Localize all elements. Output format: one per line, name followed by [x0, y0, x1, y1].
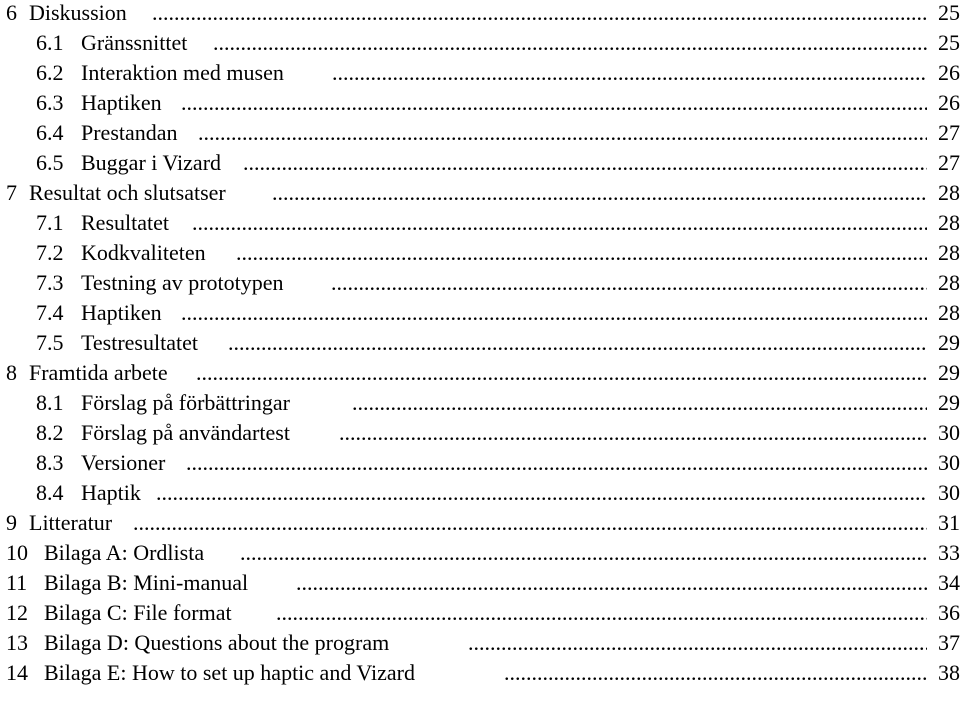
toc-entry[interactable]: [0, 298, 960, 328]
toc-entry-title: Förslag på användartest: [81, 420, 290, 445]
toc-entry-number: 7.1: [36, 210, 64, 235]
toc-entry-title: Bilaga B: Mini-manual: [44, 570, 249, 595]
toc-dot-leader: [133, 508, 927, 538]
toc-entry[interactable]: [0, 328, 960, 358]
toc-entry[interactable]: [0, 628, 960, 658]
toc-entry[interactable]: [0, 28, 960, 58]
toc-entry-title: Förslag på förbättringar: [81, 390, 290, 415]
toc-entry-title: Litteratur: [29, 510, 113, 535]
toc-entry-page: 25: [937, 0, 960, 28]
toc-entry[interactable]: [0, 238, 960, 268]
toc-dot-leader: [196, 358, 927, 388]
toc-entry[interactable]: [0, 538, 960, 568]
toc-entry-number: 8.1: [36, 390, 64, 415]
toc-entry-page: 29: [937, 328, 960, 358]
toc-entry[interactable]: [0, 658, 960, 688]
toc-entry-title: Prestandan: [81, 120, 178, 145]
toc-entry[interactable]: [0, 448, 960, 478]
toc-entry[interactable]: [0, 568, 960, 598]
toc-entry-page: 28: [937, 208, 960, 238]
toc-entry-title: Testresultatet: [81, 330, 198, 355]
toc-entry-number: 8: [6, 360, 17, 385]
toc-entry-number: 14: [6, 660, 28, 685]
toc-entry-number: 6.2: [36, 60, 64, 85]
toc-entry-page: 28: [937, 298, 960, 328]
toc-entry[interactable]: [0, 388, 960, 418]
toc-dot-leader: [192, 208, 927, 238]
toc-dot-leader: [236, 238, 927, 268]
toc-entry[interactable]: [0, 58, 960, 88]
toc-entry-title: Buggar i Vizard: [81, 150, 222, 175]
toc-dot-leader: [272, 178, 927, 208]
toc-entry[interactable]: [0, 178, 960, 208]
toc-entry-number: 11: [6, 570, 28, 595]
toc-entry-number: 8.3: [36, 450, 64, 475]
toc-entry-page: 30: [937, 478, 960, 508]
toc-entry-page: 30: [937, 448, 960, 478]
toc-entry-title: Kodkvaliteten: [81, 240, 206, 265]
toc-entry[interactable]: [0, 478, 960, 508]
toc-entry-title: Interaktion med musen: [81, 60, 284, 85]
toc-dot-leader: [468, 628, 927, 658]
toc-entry[interactable]: [0, 418, 960, 448]
toc-entry-number: 10: [6, 540, 28, 565]
toc-entry-title: Haptik: [81, 480, 141, 505]
toc-entry-page: 36: [937, 598, 960, 628]
toc-entry-page: 26: [937, 88, 960, 118]
toc-entry-title: Framtida arbete: [29, 360, 168, 385]
toc-dot-leader: [332, 58, 927, 88]
toc-entry-title: Bilaga C: File format: [44, 600, 232, 625]
toc-entry-page: 28: [937, 178, 960, 208]
toc-entry-number: 8.2: [36, 420, 64, 445]
toc-entry-page: 26: [937, 58, 960, 88]
toc-entry-page: 33: [937, 538, 960, 568]
toc-entry-page: 29: [937, 388, 960, 418]
toc-entry-page: 30: [937, 418, 960, 448]
toc-entry-number: 7.2: [36, 240, 64, 265]
toc-dot-leader: [186, 448, 927, 478]
toc-entry-page: 27: [937, 148, 960, 178]
toc-entry[interactable]: [0, 268, 960, 298]
toc-entry-title: Diskussion: [29, 0, 127, 25]
toc-entry-number: 9: [6, 510, 17, 535]
toc-dot-leader: [243, 148, 927, 178]
toc-entry[interactable]: [0, 598, 960, 628]
toc-entry[interactable]: [0, 208, 960, 238]
toc-entry-page: 27: [937, 118, 960, 148]
toc-entry[interactable]: [0, 0, 960, 28]
toc-dot-leader: [152, 0, 927, 28]
toc-entry-page: 38: [937, 658, 960, 688]
toc-dot-leader: [240, 538, 927, 568]
toc-entry-title: Resultat och slutsatser: [29, 180, 226, 205]
toc-dot-leader: [228, 328, 927, 358]
toc-entry-title: Resultatet: [81, 210, 169, 235]
toc-dot-leader: [339, 418, 927, 448]
toc-dot-leader: [213, 28, 927, 58]
toc-entry-number: 13: [6, 630, 28, 655]
toc-dot-leader: [352, 388, 927, 418]
toc-dot-leader: [198, 118, 927, 148]
toc-entry[interactable]: [0, 118, 960, 148]
toc-entry-number: 8.4: [36, 480, 64, 505]
toc-entry[interactable]: [0, 508, 960, 538]
toc-entry-title: Haptiken: [81, 90, 162, 115]
toc-entry-page: 25: [937, 28, 960, 58]
toc-entry-title: Haptiken: [81, 300, 162, 325]
toc-entry-number: 7: [6, 180, 17, 205]
toc-entry-title: Bilaga E: How to set up haptic and Vizard: [44, 660, 415, 685]
toc-entry-number: 6.5: [36, 150, 64, 175]
toc-entry-page: 37: [937, 628, 960, 658]
toc-entry-number: 7.5: [36, 330, 64, 355]
toc-entry-number: 6.4: [36, 120, 64, 145]
toc-entry-number: 7.4: [36, 300, 64, 325]
toc-entry[interactable]: [0, 88, 960, 118]
toc-entry-number: 6.3: [36, 90, 64, 115]
toc-entry-page: 29: [937, 358, 960, 388]
toc-entry-page: 34: [937, 568, 960, 598]
toc-dot-leader: [181, 298, 927, 328]
toc-dot-leader: [181, 88, 927, 118]
toc-entry-page: 28: [937, 268, 960, 298]
toc-dot-leader: [504, 658, 927, 688]
toc-entry[interactable]: [0, 148, 960, 178]
toc-entry-page: 31: [937, 508, 960, 538]
toc-entry-title: Gränssnittet: [81, 30, 188, 55]
toc-entry-title: Bilaga D: Questions about the program: [44, 630, 390, 655]
toc-entry-title: Bilaga A: Ordlista: [44, 540, 205, 565]
toc-entry-number: 7.3: [36, 270, 64, 295]
toc-entry-number: 6: [6, 0, 17, 25]
toc-dot-leader: [331, 268, 927, 298]
toc-dot-leader: [156, 478, 927, 508]
toc-entry-number: 12: [6, 600, 28, 625]
toc-entry-title: Testning av prototypen: [81, 270, 284, 295]
toc-dot-leader: [296, 568, 927, 598]
toc-entry[interactable]: [0, 358, 960, 388]
toc-dot-leader: [276, 598, 927, 628]
toc-entry-number: 6.1: [36, 30, 64, 55]
toc-entry-title: Versioner: [81, 450, 166, 475]
toc-entry-page: 28: [937, 238, 960, 268]
